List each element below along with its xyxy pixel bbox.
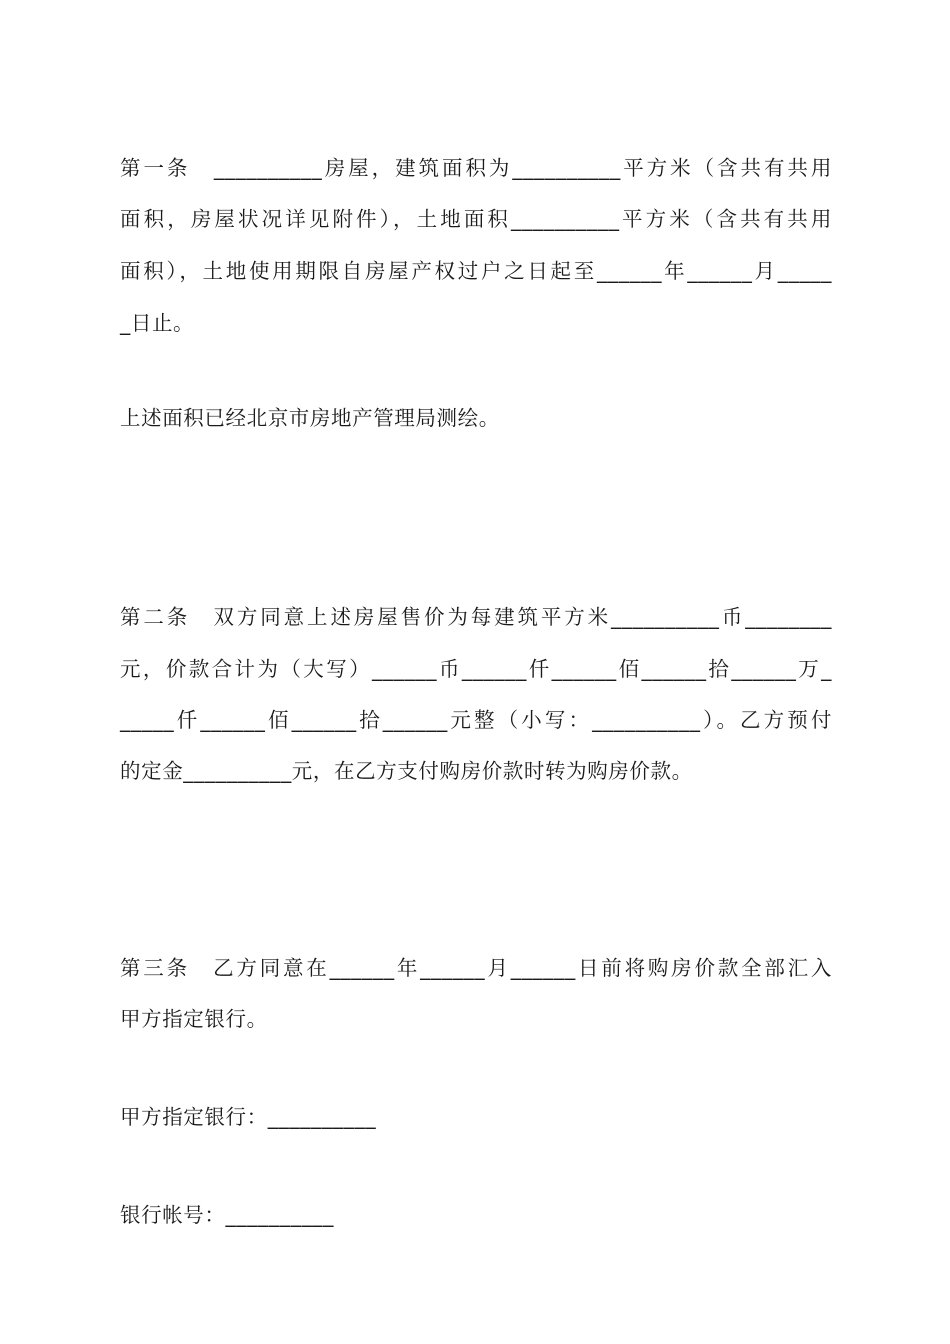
article-1-note: 上述面积已经北京市房地产管理局测绘。 <box>120 406 500 430</box>
article-1-line-2: 面积，房屋状况详见附件），土地面积__________平方米（含共有共用 <box>120 207 832 231</box>
article-3-line-1: 第三条 乙方同意在______年______月______日前将购房价款全部汇入 <box>120 956 832 980</box>
article-1-line-1: 第一条 __________房屋，建筑面积为__________平方米（含共有共用 <box>120 156 832 180</box>
article-1-line-4: _日止。 <box>120 311 195 335</box>
bank-account-field: 银行帐号：__________ <box>120 1203 334 1227</box>
article-2-line-2: 元，价款合计为（大写）______币______仟______佰______拾______万_ <box>120 657 832 681</box>
designated-bank-field: 甲方指定银行：__________ <box>120 1105 377 1129</box>
article-3-line-2: 甲方指定银行。 <box>120 1007 268 1031</box>
article-2-line-1: 第二条 双方同意上述房屋售价为每建筑平方米__________币________ <box>120 605 832 629</box>
article-2-line-4: 的定金__________元，在乙方支付购房价款时转为购房价款。 <box>120 759 693 783</box>
article-2-line-3: _____仟______佰______拾______元整（小写：__________）。乙方预付 <box>120 708 832 732</box>
article-1-line-3: 面积），土地使用期限自房屋产权过户之日起至______年______月_____ <box>120 259 832 283</box>
